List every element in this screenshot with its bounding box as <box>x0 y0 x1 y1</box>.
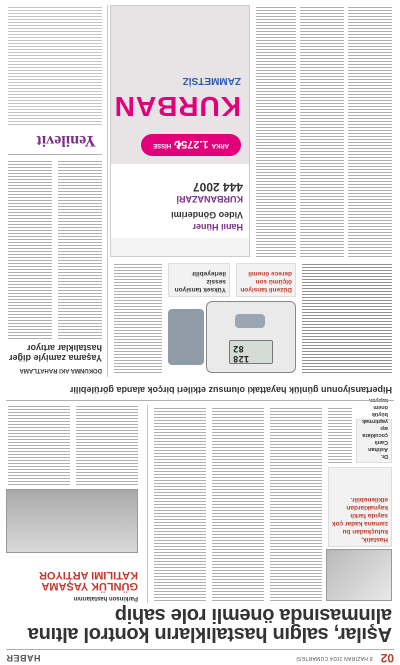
section-rule <box>6 400 394 401</box>
section-title: HABER <box>6 653 41 663</box>
text-column <box>300 7 344 257</box>
column-divider <box>147 405 148 603</box>
blood-pressure-monitor <box>206 301 296 373</box>
text-column <box>8 159 52 339</box>
ad-kurban-box <box>117 164 243 204</box>
monitor-screen <box>229 340 273 364</box>
text-column <box>270 407 322 601</box>
text-column <box>328 407 352 463</box>
brand-logo: Yenilevit <box>36 132 96 149</box>
page-header <box>0 651 400 665</box>
side-headline: GÜNLÜK YAŞAMA KATILIMI ARTIYOR <box>39 569 138 592</box>
main-headline: Aşılar, salgın hastalıkların kontrol altına alınmasında önemli role sahip <box>28 604 392 645</box>
text-column <box>114 263 162 373</box>
reading-systolic: 128 <box>233 353 250 363</box>
side-photo <box>6 489 138 553</box>
text-column <box>348 7 392 257</box>
side2-kicker: DOKUNMA AKI RAHATLAMA <box>19 367 102 373</box>
hypertension-quote <box>236 263 296 297</box>
text-column <box>76 405 138 485</box>
ad-top-strip <box>111 238 249 256</box>
callout-headline: Hastalık, kuluçkadan bu zamana kadar çok sayıda farklı kaynaklardan etkilenebilir. <box>331 496 388 543</box>
callout-box <box>328 467 392 547</box>
reading-diastolic: 82 <box>233 343 244 353</box>
text-column <box>256 7 296 257</box>
callout-quote <box>356 404 392 463</box>
ad-price-pill <box>141 134 241 156</box>
text-column <box>212 407 264 601</box>
page-number: 02 <box>380 651 394 665</box>
kurban-advertisement <box>110 5 250 257</box>
ad-title: KURBAN <box>113 91 241 122</box>
ad-kurban-label: KURBANAZARİ <box>176 194 243 204</box>
hypertension-quote-2: Yüksek tansiyon sessiz ilerleyebilir <box>174 270 226 293</box>
page-date: 8 HAZİRAN 2024 CUMARTESİ <box>296 655 373 661</box>
monitor-button <box>235 314 265 328</box>
ad-price-suffix: HİSSE <box>153 142 172 148</box>
column-divider <box>107 5 108 377</box>
side2-headline: Yaşama zamiyle diğer hastalıklar artıyor <box>8 343 102 363</box>
imprint-text <box>8 7 102 125</box>
cuff-image <box>168 309 204 365</box>
ad-price: 1.275₺ <box>174 138 209 151</box>
text-column <box>8 405 70 485</box>
header-rule <box>6 649 394 650</box>
hypertension-headline: Hipertansiyonun günlük hayattaki olumsuz etkileri birçok alanda görülebilir <box>69 385 392 395</box>
hypertension-quote-box <box>168 263 230 297</box>
ad-title-prefix: ZAMMETSİZ <box>182 75 241 86</box>
ad-brand-2: Video Gönderimi <box>171 210 243 220</box>
article-photo <box>326 549 392 601</box>
side-kicker: Parkinson hastalarının <box>73 595 138 601</box>
callout-quote-text: Dr. Aslıhan Canlı çocuklara aşı yaptırmak büyük önem <box>362 404 388 459</box>
text-column <box>58 159 102 339</box>
hypertension-quote-1: Düzenli tansiyon ölçümü son derece önemli <box>240 270 292 293</box>
text-column <box>154 407 206 601</box>
ad-brand-1: Hanıi Hüner <box>192 222 243 232</box>
brand-rule <box>8 154 102 155</box>
text-column <box>302 263 392 373</box>
ad-price-label: ARKA <box>211 142 229 148</box>
ad-phone: 444 2007 <box>192 180 243 194</box>
